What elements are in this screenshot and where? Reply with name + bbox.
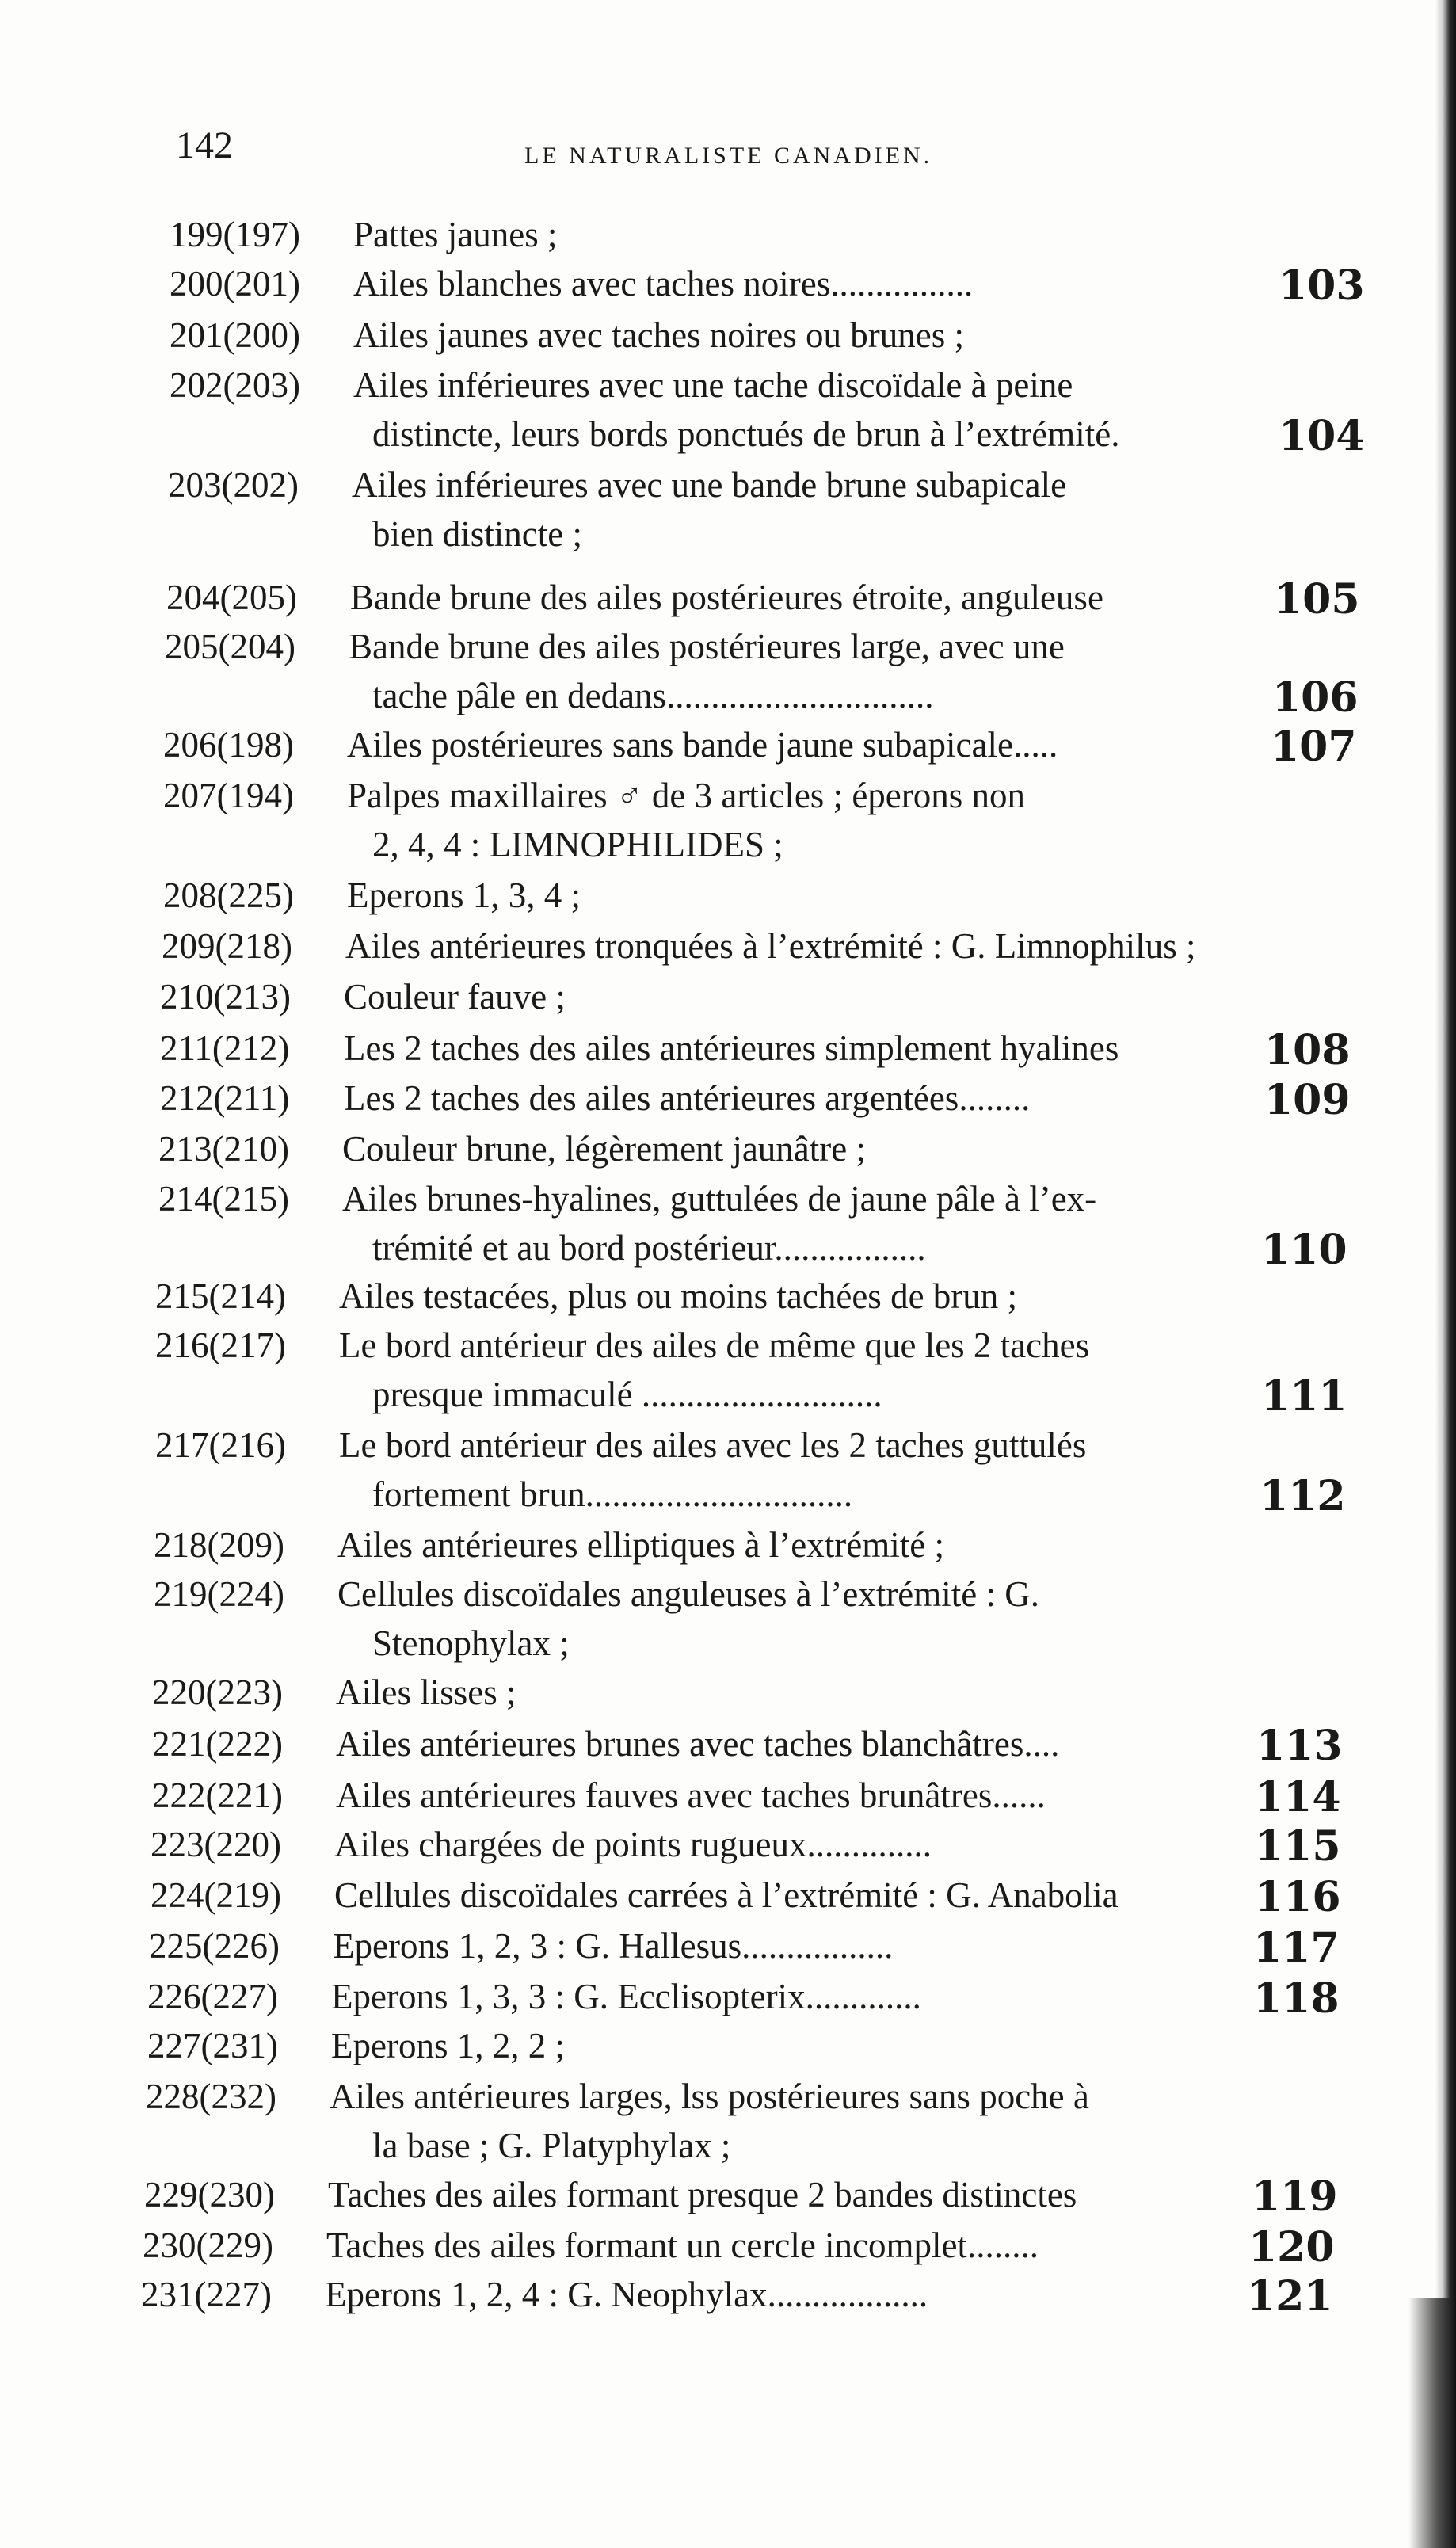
key-entry: [168, 464, 1424, 554]
key-entry: [160, 976, 1424, 1025]
key-entry: [152, 1775, 1424, 1824]
couplet-text: Ailes inférieures avec une bande brune subapicale: [352, 465, 1067, 505]
key-entry: [154, 1573, 1424, 1663]
species-number: 111: [1261, 1372, 1347, 1421]
couplet-text: Ailes antérieures tronquées à l’extrémité : G. Limnophilus ;: [345, 926, 1196, 966]
couplet-number: 220(223): [152, 1673, 283, 1712]
species-number: 110: [1261, 1226, 1347, 1274]
couplet-number: 202(203): [170, 365, 300, 405]
species-number: 117: [1253, 1924, 1340, 1972]
key-entry: [163, 875, 1424, 924]
key-entry: [165, 626, 1424, 722]
species-number: 106: [1272, 673, 1359, 722]
couplet-number: 219(224): [154, 1574, 284, 1614]
couplet-text: Le bord antérieur des ailes de même que les 2 taches: [339, 1325, 1090, 1365]
couplet-number: 216(217): [155, 1325, 286, 1365]
couplet-text: Le bord antérieur des ailes avec les 2 taches guttulés: [339, 1425, 1087, 1465]
key-entry: [170, 263, 1424, 312]
key-entry: [143, 2225, 1424, 2274]
couplet-number: 213(210): [158, 1129, 289, 1169]
key-entry: [147, 2025, 1424, 2074]
species-number: 108: [1264, 1026, 1351, 1074]
key-entry: [146, 2076, 1424, 2165]
couplet-number: 205(204): [165, 627, 295, 666]
page-header: [176, 124, 1111, 187]
couplet-number: 206(198): [163, 725, 294, 765]
couplet-number: 230(229): [143, 2226, 273, 2265]
couplet-text: Ailes antérieures larges, lss postérieures sans poche à: [330, 2077, 1089, 2116]
couplet-text-continuation: tache pâle en dedans..............................: [372, 676, 934, 715]
key-entry: [141, 2274, 1424, 2323]
key-entry: [155, 1325, 1424, 1421]
key-entry: [147, 1976, 1424, 2025]
couplet-number: 221(222): [152, 1724, 283, 1764]
couplet-text: Pattes jaunes ;: [353, 215, 558, 254]
couplet-text-continuation: Stenophylax ;: [372, 1623, 570, 1663]
couplet-text: Bande brune des ailes postérieures large, avec une: [349, 627, 1065, 666]
key-entry: [152, 1723, 1424, 1772]
couplet-text: Ailes testacées, plus ou moins tachées de brun ;: [339, 1276, 1018, 1316]
key-entry: [158, 1178, 1424, 1274]
couplet-text: Ailes lisses ;: [336, 1673, 516, 1712]
couplet-number: 207(194): [163, 776, 294, 815]
couplet-number: 209(218): [162, 926, 292, 966]
page-edge-shadow: [1435, 0, 1456, 2548]
couplet-text: Les 2 taches des ailes antérieures simplement hyalines: [344, 1028, 1119, 1068]
couplet-number: 200(201): [170, 264, 300, 303]
key-entry: [162, 925, 1424, 975]
key-entry: [155, 1425, 1424, 1520]
couplet-number: 208(225): [163, 875, 294, 915]
key-entry: [163, 724, 1424, 773]
couplet-number: 227(231): [147, 2026, 278, 2065]
species-number: 118: [1253, 1974, 1340, 2023]
couplet-number: 226(227): [147, 1977, 278, 2016]
couplet-text: Taches des ailes formant presque 2 bandes distinctes: [328, 2175, 1077, 2214]
species-number: 113: [1256, 1722, 1343, 1770]
couplet-text: Eperons 1, 3, 3 : G. Ecclisopterix.............: [331, 1977, 921, 2016]
couplet-number: 201(200): [170, 315, 300, 355]
key-entry: [163, 775, 1424, 864]
couplet-number: 204(205): [166, 578, 297, 617]
species-number: 119: [1252, 2172, 1338, 2221]
couplet-number: 210(213): [160, 977, 291, 1017]
key-entry: [158, 1128, 1424, 1177]
species-number: 107: [1271, 723, 1357, 771]
species-number: 103: [1279, 261, 1365, 310]
couplet-text-continuation: la base ; G. Platyphylax ;: [372, 2126, 731, 2165]
couplet-text: Cellules discoïdales carrées à l’extrémité : G. Anabolia: [334, 1875, 1119, 1915]
couplet-text: Bande brune des ailes postérieures étroite, anguleuse: [350, 578, 1103, 617]
couplet-text-continuation: 2, 4, 4 : LIMNOPHILIDES ;: [372, 825, 783, 864]
species-number: 121: [1247, 2272, 1333, 2321]
key-entry: [166, 577, 1424, 626]
page-number: 142: [176, 124, 233, 166]
key-entry: [155, 1276, 1424, 1325]
key-entry: [154, 1524, 1424, 1573]
couplet-text: Ailes antérieures elliptiques à l’extrémité ;: [337, 1525, 944, 1565]
key-entry: [160, 1028, 1424, 1077]
couplet-text: Ailes postérieures sans bande jaune subapicale.....: [347, 725, 1058, 765]
couplet-text: Ailes jaunes avec taches noires ou brunes ;: [353, 315, 964, 355]
key-entry: [152, 1672, 1424, 1721]
couplet-number: 211(212): [160, 1028, 290, 1068]
couplet-text: Ailes antérieures fauves avec taches brunâtres......: [336, 1776, 1046, 1815]
couplet-number: 218(209): [154, 1525, 284, 1565]
key-entry: [144, 2174, 1424, 2223]
couplet-text: Eperons 1, 2, 3 : G. Hallesus.................: [333, 1926, 894, 1966]
couplet-number: 229(230): [144, 2175, 275, 2214]
couplet-text: Ailes antérieures brunes avec taches blanchâtres....: [336, 1724, 1060, 1764]
couplet-text: Taches des ailes formant un cercle incomplet........: [326, 2226, 1039, 2265]
couplet-number: 222(221): [152, 1776, 283, 1815]
key-entry: [160, 1078, 1424, 1127]
couplet-text: Couleur brune, légèrement jaunâtre ;: [342, 1129, 866, 1169]
key-entry: [170, 364, 1424, 460]
species-number: 114: [1255, 1773, 1341, 1821]
couplet-number: 223(220): [151, 1825, 281, 1864]
couplet-number: 212(211): [160, 1078, 290, 1118]
couplet-number: 228(232): [146, 2077, 276, 2116]
couplet-text: Eperons 1, 2, 2 ;: [331, 2026, 565, 2065]
couplet-number: 225(226): [149, 1926, 280, 1966]
couplet-text: Eperons 1, 2, 4 : G. Neophylax..................: [325, 2275, 928, 2314]
couplet-number: 203(202): [168, 465, 299, 505]
couplet-text: Eperons 1, 3, 4 ;: [347, 875, 581, 915]
couplet-number: 231(227): [141, 2275, 272, 2314]
couplet-text: Les 2 taches des ailes antérieures argentées........: [344, 1078, 1031, 1118]
species-number: 120: [1248, 2223, 1335, 2271]
couplet-text-continuation: fortement brun..............................: [372, 1474, 853, 1514]
couplet-text: Cellules discoïdales anguleuses à l’extrémité : G.: [337, 1574, 1040, 1614]
couplet-number: 224(219): [151, 1875, 281, 1915]
couplet-text: Ailes chargées de points rugueux..............: [334, 1825, 932, 1864]
couplet-text-continuation: trémité et au bord postérieur.................: [372, 1228, 926, 1268]
page-corner-shadow: [1408, 2298, 1456, 2548]
key-entry: [170, 315, 1424, 364]
species-number: 105: [1274, 575, 1360, 624]
couplet-text: Ailes brunes-hyalines, guttulées de jaune pâle à l’ex-: [342, 1179, 1097, 1219]
couplet-text: Palpes maxillaires ♂ de 3 articles ; éperons non: [347, 776, 1026, 815]
couplet-text-continuation: distincte, leurs bords ponctués de brun à l’extrémité.: [372, 414, 1120, 454]
species-number: 112: [1260, 1472, 1346, 1520]
couplet-number: 214(215): [158, 1179, 289, 1219]
couplet-text-continuation: bien distincte ;: [372, 514, 582, 554]
species-number: 109: [1264, 1076, 1351, 1124]
couplet-text: Ailes blanches avec taches noires................: [353, 264, 974, 303]
key-entry: [149, 1925, 1424, 1974]
couplet-text: Couleur fauve ;: [344, 977, 566, 1017]
couplet-number: 215(214): [155, 1276, 286, 1316]
species-number: 116: [1255, 1873, 1341, 1921]
key-entry: [151, 1824, 1424, 1873]
species-number: 115: [1255, 1822, 1341, 1871]
couplet-number: 199(197): [170, 215, 300, 254]
couplet-text: Ailes inférieures avec une tache discoïdale à peine: [353, 365, 1073, 405]
species-number: 104: [1279, 412, 1365, 460]
key-entry: [151, 1875, 1424, 1924]
couplet-number: 217(216): [155, 1425, 286, 1465]
couplet-text-continuation: presque immaculé ...........................: [372, 1375, 882, 1414]
key-entry: [170, 214, 1424, 263]
running-title: LE NATURALISTE CANADIEN.: [524, 143, 933, 169]
